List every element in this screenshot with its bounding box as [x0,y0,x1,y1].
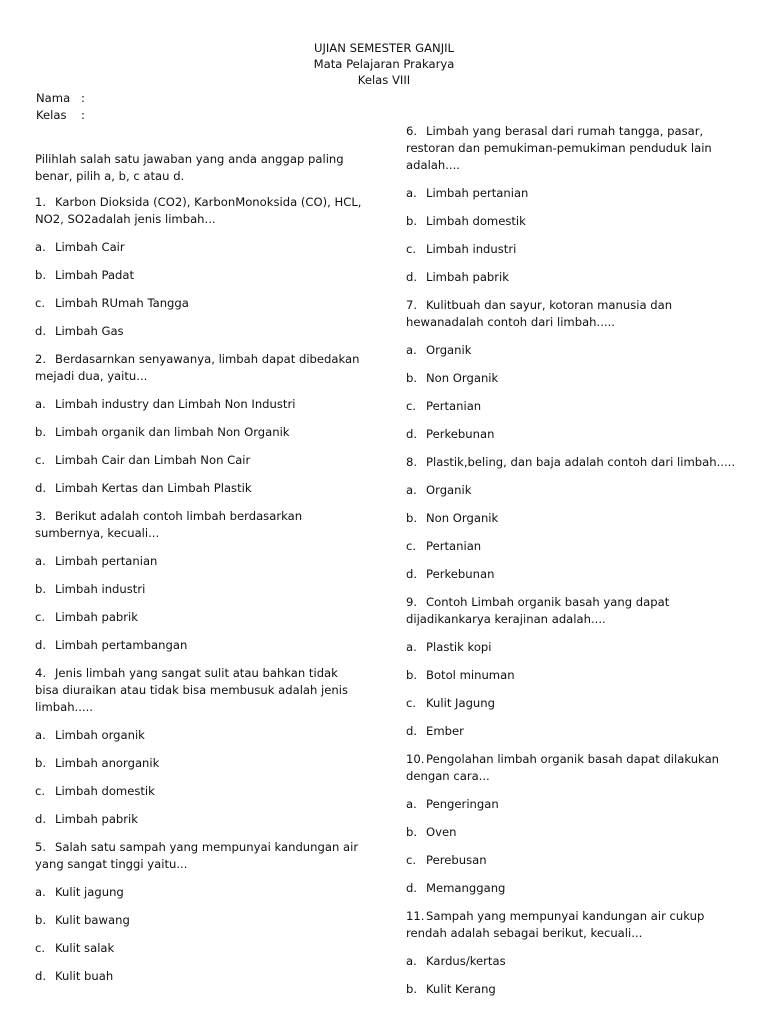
right-column [406,123,736,1009]
answer-option [35,727,365,755]
answer-option [35,267,365,295]
question-number: 1. [35,195,47,209]
option-letter: c. [35,941,46,955]
option-letter: a. [35,554,46,568]
question-text [406,297,736,331]
option-letter: b. [406,214,418,228]
option-letter: a. [406,343,417,357]
question-text [35,839,365,873]
option-letter: c. [406,399,417,413]
option-letter: d. [35,969,47,983]
question-text [35,665,365,716]
option-text: Non Organik [426,371,499,385]
answer-option [406,880,736,908]
option-text: Perkebunan [426,427,495,441]
option-text: Limbah pabrik [55,610,138,624]
option-text: Botol minuman [426,668,515,682]
option-letter: d. [406,270,418,284]
option-text: Non Organik [426,511,499,525]
answer-option [406,566,736,594]
option-letter: c. [35,453,46,467]
answer-option [406,639,736,667]
option-text: Limbah Gas [55,324,124,338]
option-text: Plastik kopi [426,640,492,654]
option-text: Organik [426,483,472,497]
option-text: Limbah Cair [55,240,125,254]
answer-option [35,637,365,665]
answer-option [35,884,365,912]
option-text: Oven [426,825,457,839]
answer-option [35,968,365,996]
exam-header [0,40,768,88]
option-letter: c. [35,296,46,310]
question-number: 9. [406,595,418,609]
option-letter: a. [406,954,417,968]
option-text: Kardus/kertas [426,954,506,968]
question-body: Berdasarnkan senyawanya, limbah dapat dibedakan mejadi dua, yaitu... [35,352,360,383]
option-text: Limbah Cair dan Limbah Non Cair [55,453,251,467]
option-letter: a. [35,397,46,411]
answer-option [35,239,365,267]
option-text: Organik [426,343,472,357]
option-text: Kulit Jagung [426,696,495,710]
option-text: Perkebunan [426,567,495,581]
question-11 [406,908,736,1009]
option-letter: a. [406,186,417,200]
option-letter: b. [406,371,418,385]
answer-option [35,811,365,839]
option-text: Limbah domestik [426,214,526,228]
question-1 [35,194,365,351]
question-text [35,194,365,228]
option-letter: b. [406,511,418,525]
answer-option [35,396,365,424]
answer-option [406,852,736,880]
answer-option [406,695,736,723]
name-colon: : [81,91,85,105]
question-body: Salah satu sampah yang mempunyai kandungan air yang sangat tinggi yaitu... [35,840,359,871]
option-letter: b. [35,582,47,596]
answer-option [406,342,736,370]
option-text: Limbah domestik [55,784,155,798]
answer-option [406,510,736,538]
class-label: Kelas [36,108,67,122]
question-text [406,594,736,628]
option-text: Pertanian [426,399,482,413]
option-text: Kulit salak [55,941,115,955]
option-letter: c. [35,610,46,624]
option-text: Perebusan [426,853,487,867]
question-10 [406,751,736,908]
left-column [35,151,365,996]
answer-option [406,824,736,852]
question-number: 3. [35,509,47,523]
answer-option [406,241,736,269]
option-text: Pertanian [426,539,482,553]
option-letter: b. [35,425,47,439]
answer-option [35,609,365,637]
answer-option [35,755,365,783]
question-text [406,908,736,942]
option-text: Limbah organik [55,728,145,742]
option-text: Limbah pertanian [426,186,529,200]
option-letter: a. [35,728,46,742]
option-text: Limbah Padat [55,268,135,282]
answer-option [406,269,736,297]
subject-title: Mata Pelajaran Prakarya [313,57,455,71]
question-7 [406,297,736,454]
question-8 [406,454,736,594]
answer-option [406,370,736,398]
question-body: Jenis limbah yang sangat sulit atau bahkan tidak bisa diuraikan atau tidak bisa membusuk adalah jenis limbah..... [35,666,349,714]
option-letter: d. [35,812,47,826]
name-row [36,90,85,107]
question-body: Sampah yang mempunyai kandungan air cukup rendah adalah sebagai berikut, kecuali... [406,909,705,940]
answer-option [406,426,736,454]
answer-option [35,581,365,609]
question-number: 7. [406,298,418,312]
answer-option [35,295,365,323]
question-body: Plastik,beling, dan baja adalah contoh dari limbah..... [426,455,736,469]
question-5 [35,839,365,996]
option-text: Limbah industri [426,242,517,256]
question-text [406,454,736,471]
answer-option [406,482,736,510]
question-body: Kulitbuah dan sayur, kotoran manusia dan hewanadalah contoh dari limbah..... [406,298,673,329]
option-letter: c. [35,784,46,798]
answer-option [35,323,365,351]
class-colon: : [81,108,85,122]
answer-option [406,953,736,981]
question-number: 6. [406,124,418,138]
option-letter: a. [406,483,417,497]
option-letter: d. [406,724,418,738]
option-letter: a. [406,640,417,654]
option-text: Limbah Kertas dan Limbah Plastik [55,481,252,495]
question-2 [35,351,365,508]
option-text: Limbah pabrik [426,270,509,284]
option-letter: b. [406,982,418,996]
option-text: Kulit buah [55,969,114,983]
question-body: Pengolahan limbah organik basah dapat dilakukan dengan cara... [406,752,720,783]
question-body: Karbon Dioksida (CO2), KarbonMonoksida (CO), HCL, NO2, SO2adalah jenis limbah... [35,195,362,226]
question-number: 11. [406,909,425,923]
question-4 [35,665,365,839]
option-letter: c. [406,242,417,256]
question-number: 2. [35,352,47,366]
question-number: 10. [406,752,425,766]
option-text: Limbah anorganik [55,756,160,770]
question-number: 4. [35,666,47,680]
class-title: Kelas VIII [357,73,411,87]
option-text: Limbah pertambangan [55,638,188,652]
option-text: Kulit Kerang [426,982,496,996]
option-letter: a. [35,885,46,899]
question-body: Berikut adalah contoh limbah berdasarkan sumbernya, kecuali... [35,509,303,540]
option-text: Pengeringan [426,797,499,811]
question-text [35,508,365,542]
option-letter: b. [406,825,418,839]
option-text: Limbah pertanian [55,554,158,568]
option-text: Limbah organik dan limbah Non Organik [55,425,290,439]
option-letter: b. [35,756,47,770]
class-row [36,107,85,124]
option-letter: d. [35,638,47,652]
question-text [406,751,736,785]
option-letter: d. [406,881,418,895]
option-letter: d. [35,324,47,338]
option-text: Limbah industry dan Limbah Non Industri [55,397,296,411]
answer-option [35,424,365,452]
instructions: Pilihlah salah satu jawaban yang anda anggap paling benar, pilih a, b, c atau d. [35,152,344,183]
answer-option [406,185,736,213]
question-body: Limbah yang berasal dari rumah tangga, pasar, restoran dan pemukiman-pemukiman penduduk lain adalah.... [406,124,712,172]
question-body: Contoh Limbah organik basah yang dapat dijadikankarya kerajinan adalah.... [406,595,670,626]
question-text [35,351,365,385]
option-letter: d. [406,567,418,581]
option-letter: d. [406,427,418,441]
answer-option [406,398,736,426]
option-text: Kulit jagung [55,885,124,899]
question-text [406,123,736,174]
answer-option [406,723,736,751]
question-3 [35,508,365,665]
option-text: Limbah pabrik [55,812,138,826]
option-letter: b. [35,268,47,282]
answer-option [406,981,736,1009]
option-text: Limbah RUmah Tangga [55,296,189,310]
answer-option [406,538,736,566]
option-text: Memanggang [426,881,506,895]
answer-option [406,667,736,695]
option-letter: d. [35,481,47,495]
option-letter: a. [35,240,46,254]
option-letter: a. [406,797,417,811]
exam-title: UJIAN SEMESTER GANJIL [313,41,455,55]
option-text: Limbah industri [55,582,146,596]
question-9 [406,594,736,751]
option-letter: c. [406,696,417,710]
question-number: 8. [406,455,418,469]
answer-option [406,796,736,824]
question-number: 5. [35,840,47,854]
answer-option [35,553,365,581]
student-info [36,90,85,124]
answer-option [35,480,365,508]
option-text: Kulit bawang [55,913,130,927]
answer-option [35,783,365,811]
question-6 [406,123,736,297]
option-letter: b. [35,913,47,927]
option-text: Ember [426,724,464,738]
answer-option [35,912,365,940]
option-letter: c. [406,539,417,553]
answer-option [406,213,736,241]
answer-option [35,940,365,968]
option-letter: c. [406,853,417,867]
answer-option [35,452,365,480]
name-label: Nama [36,91,71,105]
option-letter: b. [406,668,418,682]
